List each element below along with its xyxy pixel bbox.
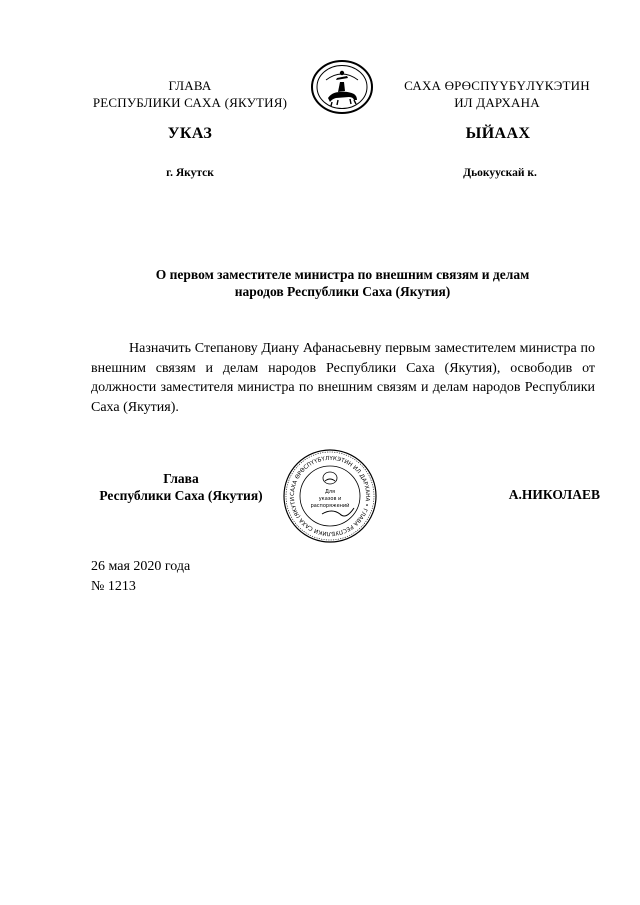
header-right — [392, 77, 602, 111]
signatory-title-line2: Республики Саха (Якутия) — [99, 488, 263, 503]
header-right-line1: САХА ӨРӨСПҮҮБҮЛҮКЭТИН — [404, 78, 590, 93]
seal-center-line3: распоряжений — [310, 503, 350, 509]
document-number: № 1213 — [91, 579, 136, 594]
city-ru: г. Якутск — [166, 167, 214, 179]
header-left — [80, 77, 300, 111]
signature-stroke — [322, 508, 354, 516]
signatory-name: А.НИКОЛАЕВ — [508, 487, 600, 502]
seal-center-line1: Для — [324, 489, 336, 495]
header-left-line1: ГЛАВА — [168, 78, 212, 93]
body-paragraph: Назначить Степанову Диану Афанасьевну первым заместителем министра по внешним связям и делам народов Республики Саха (Якутия), освободив от должности заместителя министра по внешним связям и делам народов Республики Саха (Якутия). — [91, 341, 595, 415]
coat-of-arms-icon — [304, 58, 380, 116]
decree-label-ru: УКАЗ — [167, 125, 213, 142]
signatory-title-line1: Глава — [163, 471, 199, 486]
document-title — [90, 266, 595, 300]
city-sakha: Дьокуускай к. — [463, 167, 537, 179]
header-right-line2: ИЛ ДАРХАНА — [454, 95, 540, 110]
header-left-line2: РЕСПУБЛИКИ САХА (ЯКУТИЯ) — [92, 95, 288, 110]
seal-ring-text: САХА ӨРӨСПҮҮБҮЛҮКЭТИН ИЛ ДАРХАНА • ГЛАВА РЕСПУБЛИКИ САХА (ЯКУТИ — [289, 455, 371, 537]
seal-center-line2: указов и — [318, 496, 342, 502]
title-line2: народов Республики Саха (Якутия) — [234, 284, 451, 299]
decree-label-sakha: ЫЙААХ — [465, 125, 531, 142]
title-line1: О первом заместителе министра по внешним связям и делам — [155, 267, 530, 282]
official-seal-icon — [282, 448, 378, 544]
signatory-title — [86, 470, 276, 504]
document-date: 26 мая 2020 года — [91, 559, 191, 574]
